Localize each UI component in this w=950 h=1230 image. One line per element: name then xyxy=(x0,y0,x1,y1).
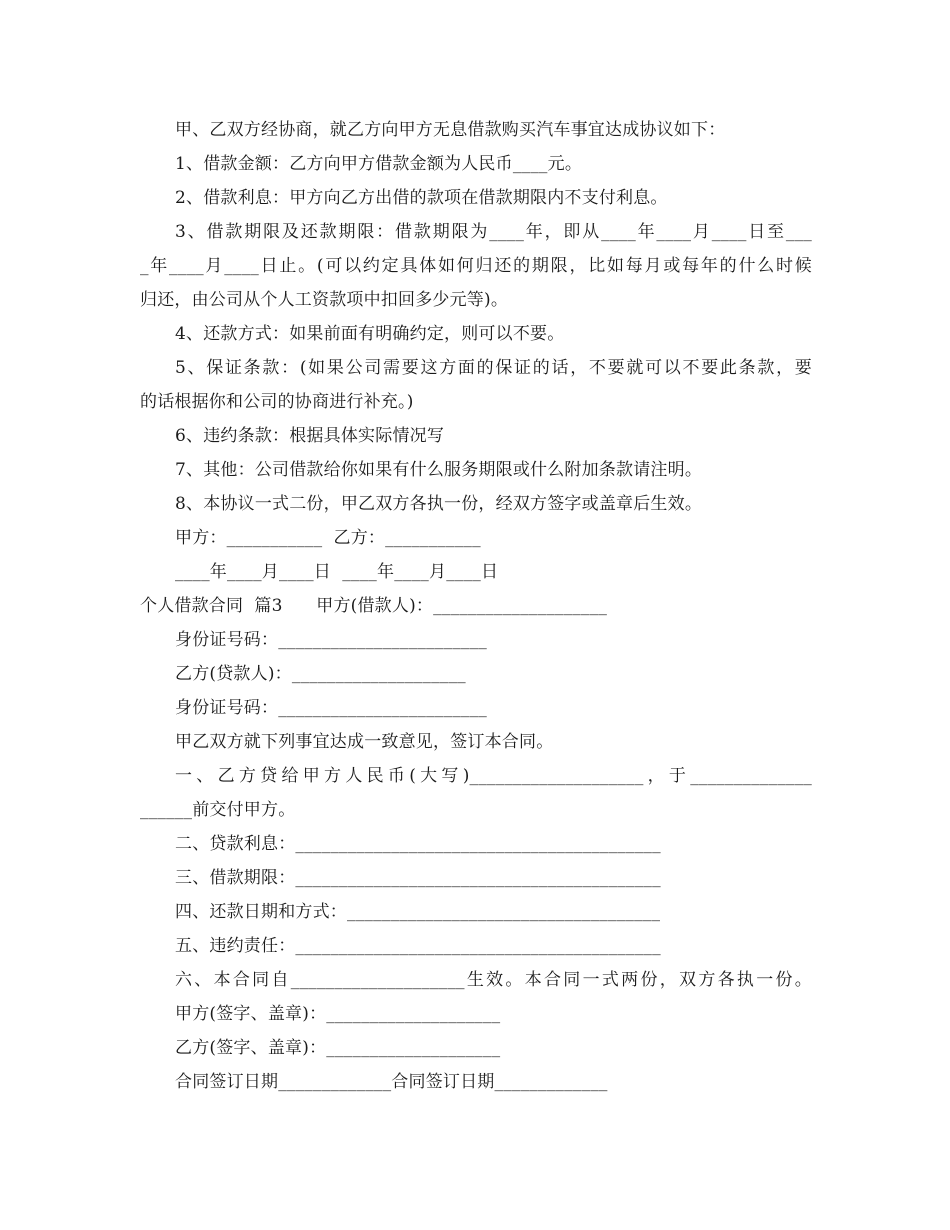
clause-principal-line2: ______前交付甲方。 xyxy=(140,800,296,820)
clause-copies: 8、本协议一式二份，甲乙双方各执一份，经双方签字或盖章后生效。 xyxy=(175,494,703,514)
clause-guarantee-line2: 的话根据你和公司的协商进行补充。) xyxy=(140,392,414,412)
clause-loan-term-line3: 归还，由公司从个人工资款项中扣回多少元等)。 xyxy=(140,290,509,310)
signature-party-a: 甲方(签字、盖章)：____________________ xyxy=(175,1004,501,1024)
borrower-id-line: 身份证号码：________________________ xyxy=(175,630,487,650)
signature-party-b: 乙方(签字、盖章)：____________________ xyxy=(175,1038,501,1058)
clause-loan-interest: 2、借款利息：甲方向乙方出借的款项在借款期限内不支付利息。 xyxy=(175,188,668,208)
signature-line: 甲方：___________ 乙方：___________ xyxy=(175,528,481,548)
clause-loan-term-line2: _年____月____日止。(可以约定具体如何归还的期限，比如每月或每年的什么时候 xyxy=(140,256,812,276)
clause-term: 三、借款期限：__________________________________________ xyxy=(175,868,661,888)
clause-effective: 六、本合同自____________________生效。本合同一式两份，双方各执一份。 xyxy=(175,970,812,990)
clause-guarantee-line1: 5、保证条款：(如果公司需要这方面的保证的话，不要就可以不要此条款，要 xyxy=(175,358,812,378)
lender-id-line: 身份证号码：________________________ xyxy=(175,698,487,718)
signing-date-line: 合同签订日期_____________合同签订日期_____________ xyxy=(175,1072,608,1092)
clause-principal-line1: 一、乙方贷给甲方人民币(大写)____________________，于______________ xyxy=(175,766,812,786)
agreement-statement: 甲乙双方就下列事宜达成一致意见，签订本合同。 xyxy=(175,732,554,752)
intro-paragraph: 甲、乙双方经协商，就乙方向甲方无息借款购买汽车事宜达成协议如下： xyxy=(175,120,726,140)
clause-repayment-method: 4、还款方式：如果前面有明确约定，则可以不要。 xyxy=(175,324,565,344)
clause-other: 7、其他：公司借款给你如果有什么服务期限或什么附加条款请注明。 xyxy=(175,460,703,480)
clause-liability: 五、违约责任：__________________________________________ xyxy=(175,936,661,956)
clause-loan-amount: 1、借款金额：乙方向甲方借款金额为人民币____元。 xyxy=(175,154,583,174)
date-line: ____年____月____日 ____年____月____日 xyxy=(175,562,499,582)
clause-breach: 6、违约条款：根据具体实际情况写 xyxy=(175,426,445,446)
clause-loan-term-line1: 3、借款期限及还款期限：借款期限为____年，即从____年____月____日至___ xyxy=(175,222,812,242)
clause-repayment: 四、还款日期和方式：____________________________________ xyxy=(175,902,661,922)
contract-header: 个人借款合同 篇3 甲方(借款人)：____________________ xyxy=(140,596,608,616)
lender-line: 乙方(贷款人)：____________________ xyxy=(175,664,466,684)
clause-interest: 二、贷款利息：__________________________________________ xyxy=(175,834,661,854)
